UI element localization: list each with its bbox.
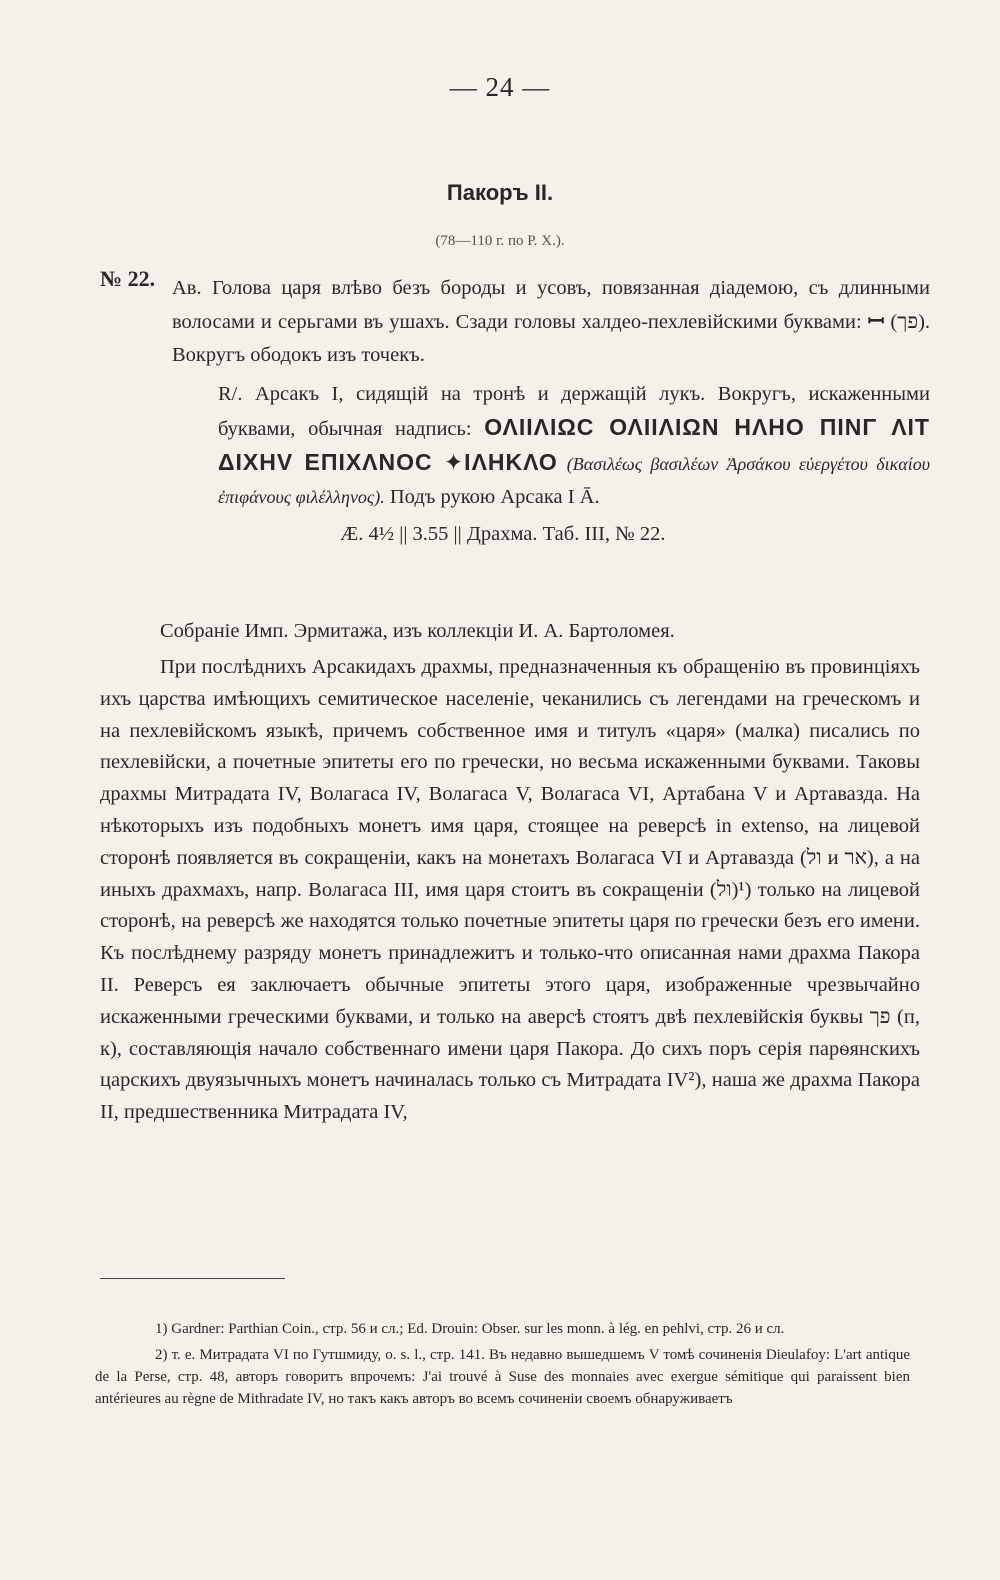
reverse-text: R/. Арсакъ I, сидящій на тронѣ и держащій лукъ. Вокругъ, искаженными буквами, обычная надпись: (218, 383, 930, 440)
section-title: Пакоръ II. (446, 180, 554, 205)
obverse-text: Ав. Голова царя влѣво безъ бороды и усовъ, повязанная діадемою, съ длинными волосами и серьгами въ ушахъ. Сзади головы халдео-пехлевійскими буквами: (172, 277, 930, 333)
footnote-rule (100, 1278, 285, 1279)
coin-inscription: ΟΛΙΙΛΙΩC ΟΛΙΙΛΙΩΝ ΗΛΗΟ ΠΙΝΓ ΛΙΤ ΔΙΧΗV ΕΠΙΧΛΝΟC ✦ΙΛΗΚΛΟ (218, 414, 930, 475)
hebrew-letters: (פך). (890, 311, 931, 333)
reverse-description (100, 378, 930, 514)
entry-number: № 22. (100, 266, 156, 291)
coin-entry (100, 262, 930, 551)
greek-reading: (Βασιλέως βασιλέων Ἀρσάκου εὐεργέτου δικαίου ἐπιφάνους φιλέλληνος). (218, 454, 931, 507)
footnote-2: 2) т. е. Митрадата VI по Гутшмиду, о. s. l., стр. 141. Въ недавно вышедшемъ V томѣ сочиненія Dieulafoy: L'art antique de la Perse, стр. 48, авторъ говоритъ впрочемъ: J'ai trouvé à Suse des monnaies avec exergue sémitique qui paraissent bien antérieures au règne de Mithradate IV, но такъ какъ авторъ во всемъ сочиненіи своемъ обнаруживаетъ (95, 1347, 910, 1407)
metrology-line: Æ. 4½ || 3.55 || Драхма. Таб. III, № 22. (340, 523, 666, 545)
body-text (100, 652, 920, 1129)
body-paragraph: При послѣднихъ Арсакидахъ драхмы, предназначенныя къ обращенію въ провинціяхъ ихъ царства имѣющихъ семитическое населеніе, чеканились съ легендами на греческомъ и на пехлевійскомъ языкѣ, причемъ собственное имя и титулъ «царя» (малка) писались по пехлевійски, а почетные эпитеты его по гречески, но весьма искаженными буквами. Таковы драхмы Митрадата IV, Волагаса IV, Волагаса V, Волагаса VI, Артабана V и Артавазда. На нѣкоторыхъ изъ подобныхъ монетъ имя царя, стоящее на реверсѣ in extenso, на лицевой сторонѣ появляется въ сокращеніи, какъ на монетахъ Волагаса VI и Артавазда (ול и אר), а на иныхъ драхмахъ, напр. Волагаса III, имя царя стоитъ въ сокращеніи (ול)¹) только на лицевой сторонѣ, на реверсѣ же находятся только почетные эпитеты царя по гречески безъ его имени. Къ послѣднему разряду монетъ принадлежитъ и только-что описанная нами драхма Пакора II. Реверсъ ея заключаетъ обычные эпитеты этого царя, изображенные чрезвычайно искаженными греческими буквами, и только на аверсѣ стоятъ двѣ пехлевійскія буквы פך (п, к), составляющія начало собственнаго имени царя Пакора. До сихъ поръ серія парѳянскихъ царскихъ двуязычныхъ монетъ начиналась только съ Митрадата IV²), наша же драхма Пакора II, предшественника Митрадата IV, (100, 656, 920, 1124)
footnotes (95, 1318, 910, 1414)
footnote-1: 1) Gardner: Parthian Coin., стр. 56 и сл.; Ed. Drouin: Obser. sur les monn. à lég. en pehlvi, стр. 26 и сл. (155, 1321, 785, 1337)
reign-dates: (78—110 г. по Р. X.). (435, 233, 565, 249)
page-number: — 24 — (449, 72, 551, 102)
obverse-description (172, 272, 930, 372)
reverse-text-2: Подъ рукою Арсака I Ā. (389, 486, 600, 508)
collection-line: Собраніе Имп. Эрмитажа, изъ коллекціи И. А. Бартоломея. (160, 620, 675, 642)
obverse-text-2: Вокругъ ободокъ изъ точекъ. (172, 344, 425, 366)
pehlevi-glyph: ꟷ (867, 309, 885, 333)
